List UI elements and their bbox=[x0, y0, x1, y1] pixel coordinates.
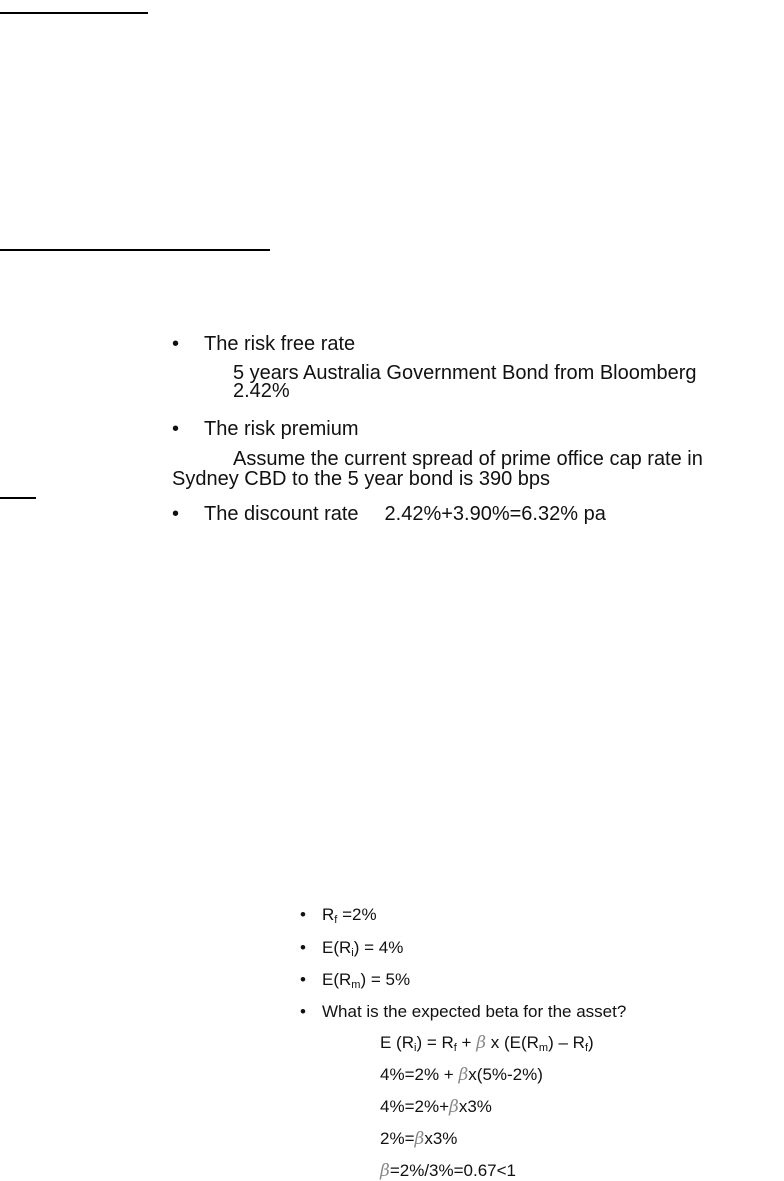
eq4-part: 2%= bbox=[380, 1129, 415, 1148]
risk-premium-bullet bbox=[172, 418, 358, 440]
erm-value: ) = 5% bbox=[360, 970, 411, 989]
discount-rate-bullet bbox=[172, 503, 606, 525]
risk-premium-line1: Assume the current spread of prime office cap rate in bbox=[233, 448, 703, 470]
bullet-icon: • bbox=[300, 1002, 306, 1021]
beta-symbol: β bbox=[449, 1097, 459, 1117]
eq2-part: 4%=2% + bbox=[380, 1065, 459, 1084]
eq1-part: x (E(R bbox=[486, 1033, 539, 1052]
eq1-part: ) bbox=[588, 1033, 594, 1052]
eq1-part: + bbox=[456, 1033, 477, 1052]
eq1-part: ) = R bbox=[416, 1033, 454, 1052]
risk-free-title: The risk free rate bbox=[204, 333, 356, 355]
erm-sub: m bbox=[351, 979, 361, 991]
equation-step-4 bbox=[380, 1129, 457, 1149]
beta-symbol: β bbox=[414, 1129, 425, 1149]
equation-step-2 bbox=[380, 1065, 543, 1085]
eq1-part: ) – R bbox=[548, 1033, 585, 1052]
small-rule bbox=[0, 497, 36, 499]
question-bullet bbox=[300, 1002, 626, 1022]
eq1-sub: i bbox=[414, 1042, 417, 1054]
risk-premium-title: The risk premium bbox=[204, 418, 359, 440]
rf-value: =2% bbox=[337, 905, 377, 924]
bullet-icon: • bbox=[172, 418, 180, 440]
eq5-part: =2%/3%=0.67<1 bbox=[389, 1161, 517, 1180]
eq1-sub: f bbox=[584, 1042, 588, 1054]
beta-symbol: β bbox=[380, 1161, 390, 1181]
risk-free-line1: 5 years Australia Government Bond from Bloomberg bbox=[233, 362, 697, 384]
eq1-part: E (R bbox=[380, 1033, 414, 1052]
bullet-icon: • bbox=[300, 905, 306, 924]
eq4-part: x3% bbox=[424, 1129, 458, 1148]
rf-bullet bbox=[300, 905, 377, 930]
bullet-icon: • bbox=[172, 503, 180, 525]
equation-step-3 bbox=[380, 1097, 492, 1117]
rf-sub: f bbox=[334, 914, 338, 926]
risk-premium-line2: Sydney CBD to the 5 year bond is 390 bps bbox=[172, 468, 551, 490]
discount-rate-title: The discount rate bbox=[204, 503, 359, 525]
bullet-icon: • bbox=[300, 938, 306, 957]
question-text: What is the expected beta for the asset? bbox=[322, 1002, 627, 1021]
eri-bullet bbox=[300, 938, 403, 963]
section-rule bbox=[0, 249, 270, 251]
rf-label: R bbox=[322, 905, 335, 924]
eq2-part: x(5%-2%) bbox=[468, 1065, 543, 1084]
eri-label: E(R bbox=[322, 938, 352, 957]
beta-symbol: β bbox=[458, 1065, 469, 1085]
risk-free-bullet bbox=[172, 333, 355, 355]
eq1-sub: m bbox=[538, 1042, 549, 1054]
erm-label: E(R bbox=[322, 970, 352, 989]
erm-bullet bbox=[300, 970, 410, 995]
discount-rate-value: 2.42%+3.90%=6.32% pa bbox=[384, 503, 606, 525]
eq3-part: 4%=2%+ bbox=[380, 1097, 449, 1116]
eri-sub: i bbox=[351, 947, 354, 959]
eri-value: ) = 4% bbox=[353, 938, 404, 957]
top-rule bbox=[0, 12, 148, 14]
bullet-icon: • bbox=[172, 333, 180, 355]
equation-step-5 bbox=[380, 1161, 516, 1181]
capm-equation bbox=[380, 1033, 594, 1058]
beta-symbol: β bbox=[476, 1033, 487, 1053]
risk-free-line2: 2.42% bbox=[233, 380, 290, 402]
eq1-sub: f bbox=[453, 1042, 457, 1054]
bullet-icon: • bbox=[300, 970, 306, 989]
eq3-part: x3% bbox=[458, 1097, 492, 1116]
